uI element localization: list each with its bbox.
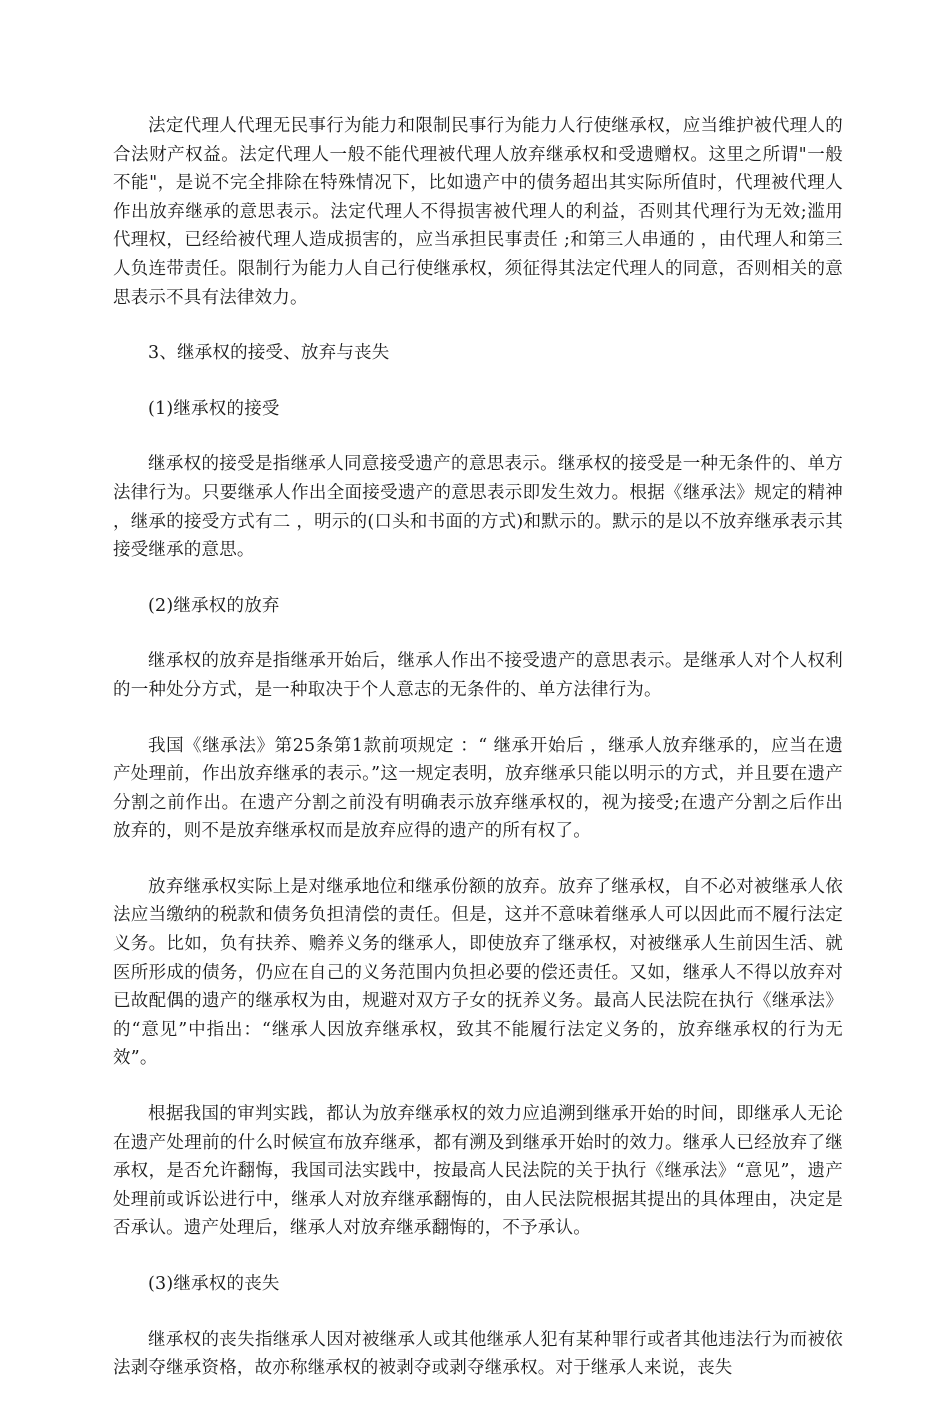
- paragraph-waiver-obligations: 放弃继承权实际上是对继承地位和继承份额的放弃。放弃了继承权，自不必对被继承人依法应当缴纳的税款和债务负担清偿的责任。但是，这并不意味着继承人可以因此而不履行法定义务。比如，负有扶养、赡养义务的继承人，即使放弃了继承权，对被继承人生前因生活、就医所形成的债务，仍应在自己的义务范围内负担必要的偿还责任。又如，继承人不得以放弃对已故配偶的遗产的继承权为由，规避对双方子女的抚养义务。最高人民法院在执行《继承法》的“意见”中指出：“继承人因放弃继承权，致其不能履行法定义务的，放弃继承权的行为无效”。: [113, 876, 843, 1069]
- subheading-forfeiture: (3)继承权的丧失: [148, 1274, 280, 1294]
- section-heading-inheritance-rights: 3、继承权的接受、放弃与丧失: [148, 343, 390, 364]
- paragraph-acceptance: 继承权的接受是指继承人同意接受遗产的意思表示。继承权的接受是一种无条件的、单方法律行为。只要继承人作出全面接受遗产的意思表示即发生效力。根据《继承法》规定的精神 ，继承的接受方式有二 ，明示的(口头和书面的方式)和默示的。默示的是以不放弃继承表示其接受继承的意思。: [113, 454, 843, 561]
- paragraph-legal-agent: 法定代理人代理无民事行为能力和限制民事行为能力人行使继承权，应当维护被代理人的合法财产权益。法定代理人一般不能代理被代理人放弃继承权和受遗赠权。这里之所谓"一般不能"，是说不完全排除在特殊情况下，比如遗产中的债务超出其实际所值时，代理被代理人作出放弃继承的意思表示。法定代理人不得损害被代理人的利益，否则其代理行为无效;滥用代理权，已经给被代理人造成损害的，应当承担民事责任 ;和第三人串通的 ，由代理人和第三人负连带责任。限制行为能力人自己行使继承权，须征得其法定代理人的同意，否则相关的意思表示不具有法律效力。: [113, 116, 843, 308]
- paragraph-waiver-retroactive: 根据我国的审判实践，都认为放弃继承权的效力应追溯到继承开始的时间，即继承人无论在遗产处理前的什么时候宣布放弃继承，都有溯及到继承开始时的效力。继承人已经放弃了继承权，是否允许翻悔，我国司法实践中，按最高人民法院的关于执行《继承法》“意见”，遗产处理前或诉讼进行中，继承人对放弃继承翻悔的，由人民法院根据其提出的具体理由，决定是否承认。遗产处理后，继承人对放弃继承翻悔的，不予承认。: [113, 1104, 843, 1239]
- subheading-acceptance: (1)继承权的接受: [148, 398, 280, 419]
- subheading-waiver: (2)继承权的放弃: [148, 595, 280, 616]
- paragraph-forfeiture: 继承权的丧失指继承人因对被继承人或其他继承人犯有某种罪行或者其他违法行为而被依法剥夺继承资格，故亦称继承权的被剥夺或剥夺继承权。对于继承人来说，丧失: [113, 1329, 843, 1379]
- paragraph-waiver-definition: 继承权的放弃是指继承开始后，继承人作出不接受遗产的意思表示。是继承人对个人权利的一种处分方式，是一种取决于个人意志的无条件的、单方法律行为。: [113, 651, 843, 700]
- document-body: [113, 112, 843, 1410]
- paragraph-waiver-law: 我国《继承法》第25条第1款前项规定 ：“ 继承开始后 ，继承人放弃继承的，应当在遗产处理前，作出放弃继承的表示。”这一规定表明，放弃继承只能以明示的方式，并且要在遗产分割之前作出。在遗产分割之前没有明确表示放弃继承权的，视为接受;在遗产分割之后作出放弃的，则不是放弃继承权而是放弃应得的遗产的所有权了。: [113, 735, 843, 842]
